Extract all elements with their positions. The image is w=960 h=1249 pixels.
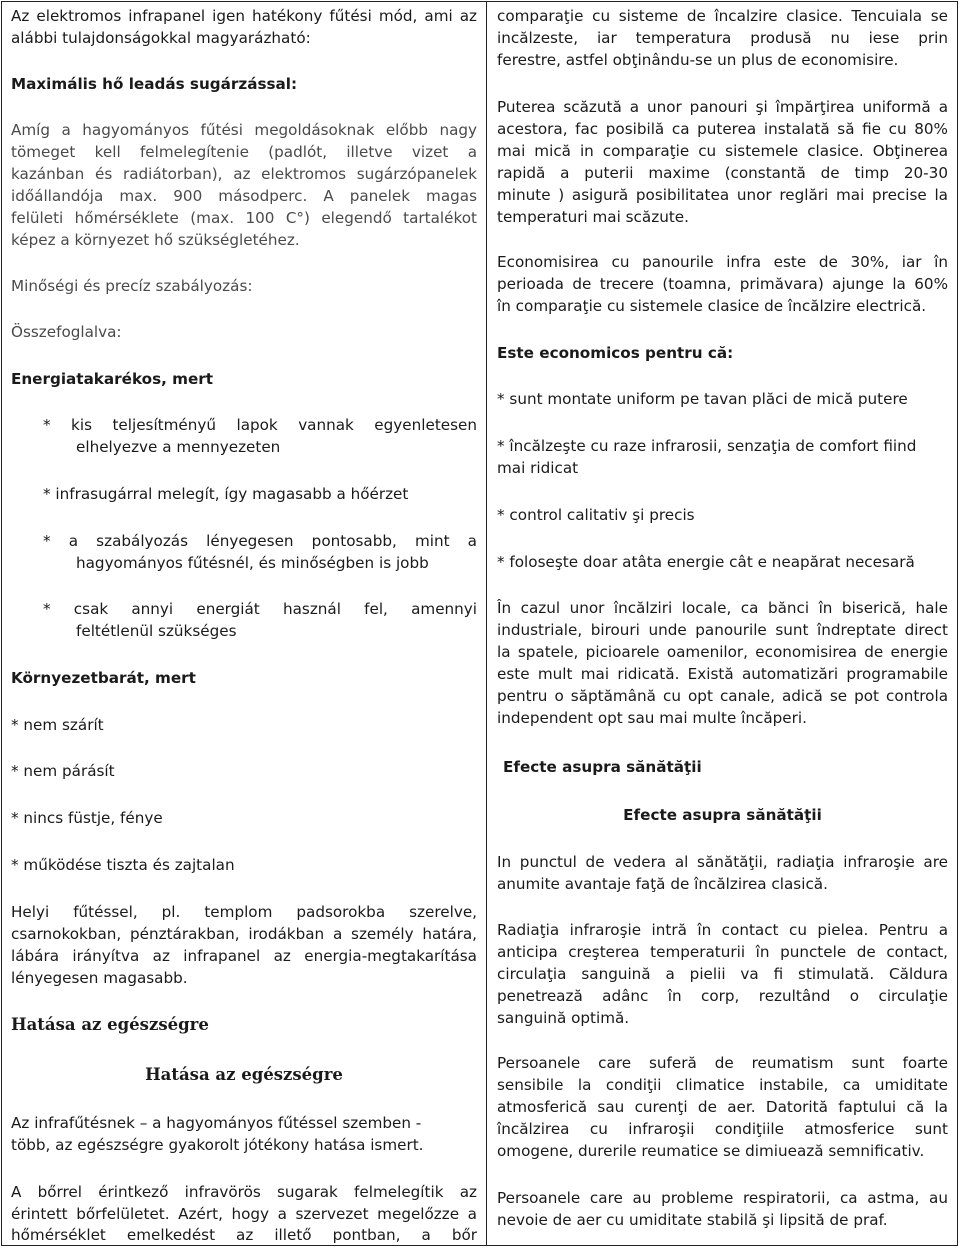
para-local-line: csarnokokban, pénztárakban, irodákban a személy határa, bbox=[11, 925, 477, 943]
para-rheum-line: omogene, durerile reumatice se dimiuează semnificativ. bbox=[497, 1142, 925, 1160]
para-power-line: acestora, fac posibilă ca puterea instalată să fie cu 80% bbox=[497, 120, 948, 138]
column-divider bbox=[486, 1, 487, 1246]
para-resp-line: Persoanele care au probleme respiratorii, ca astma, au bbox=[497, 1189, 948, 1207]
heading-energy: Energiatakarékos, mert bbox=[11, 370, 214, 388]
energy-item-cont: hagyományos fűtésnél, és minőségben is jobb bbox=[76, 554, 429, 572]
para-power-line: minute ) asigură posibilitatea unor reglări mai precise la bbox=[497, 186, 948, 204]
eco-item: * nincs füstje, fénye bbox=[11, 809, 163, 827]
heading-quality: Minőségi és precíz szabályozás: bbox=[11, 277, 253, 295]
para-rheum-line: sensibile la condiţii climatice instabile, ca umiditate bbox=[497, 1076, 948, 1094]
para-top-line: incălzeste, iar temperatura produsă nu iese prin bbox=[497, 29, 948, 47]
para-health-line: Az infrafűtésnek – a hagyományos fűtéssel szemben - bbox=[11, 1114, 422, 1132]
para-skin-line: penetrează adânc în corp, rezultând o circulaţie bbox=[497, 987, 948, 1005]
para-local-line: lábára irányítva az infrapanel az energia-megtakarítása bbox=[11, 947, 477, 965]
para-skin-line: hőmérséklet emelkedést az illető pontban, a bőr bbox=[11, 1226, 477, 1244]
intro-line: alábbi tulajdonságokkal magyarázható: bbox=[11, 29, 311, 47]
para-local-line: În cazul unor încălziri locale, ca bănci în biserică, hale bbox=[497, 599, 948, 617]
para-local-line: este mult mai ridicată. Există automatizări programabile bbox=[497, 665, 948, 683]
para-power-line: temperaturi mai scăzute. bbox=[497, 208, 689, 226]
energy-item: * kis teljesítményű lapok vannak egyenletesen bbox=[43, 416, 477, 434]
para-skin-line: Radiaţia infraroşie intră în contact cu pielea. Pentru a bbox=[497, 921, 948, 939]
para-savings-line: perioada de trecere (toamna, primăvara) ajunge la 60% bbox=[497, 275, 948, 293]
heading-health-2: Efecte asupra sănătăţii bbox=[623, 806, 822, 824]
econ-item: * sunt montate uniform pe tavan plăci de mică putere bbox=[497, 390, 908, 408]
heading-eco: Környezetbarát, mert bbox=[11, 669, 196, 687]
para-skin-line: érintett bőrfelületet. Azért, hogy a szervezet megelőzze a bbox=[11, 1205, 477, 1223]
para-savings-line: Economisirea cu panourile infra este de 30%, iar în bbox=[497, 253, 948, 271]
heading-health-2: Hatása az egészségre bbox=[145, 1065, 343, 1084]
para-top-line: comparaţie cu sisteme de încalzire clasice. Tencuiala se bbox=[497, 7, 948, 25]
econ-item: * foloseşte doar atâta energie cât e neapărat necesară bbox=[497, 553, 915, 571]
para-skin-line: sanguină optimă. bbox=[497, 1009, 630, 1027]
heading-max-heat: Maximális hő leadás sugárzással: bbox=[11, 75, 298, 93]
para-power-line: rapidă a puterii maxime (constantă de timp 20-30 bbox=[497, 164, 948, 182]
para-health-line: anumite avantaje faţă de încălzirea clasică. bbox=[497, 875, 828, 893]
econ-item-cont: mai ridicat bbox=[497, 459, 579, 477]
energy-item: * csak annyi energiát használ fel, amennyi bbox=[43, 600, 477, 618]
para-rheum-line: atmosferică sau curenţi de aer. Datorită faptului că la bbox=[497, 1098, 948, 1116]
para-max-line: időállandója max. 900 másodperc. A panelek magas bbox=[11, 187, 477, 205]
energy-item-cont: elhelyezve a mennyezeten bbox=[76, 438, 281, 456]
para-rheum-line: încălzirea cu infraroşii condiţiile atmosferice sunt bbox=[497, 1120, 948, 1138]
para-local-line: pentru o săptămână cu opt canale, adică se pot controla bbox=[497, 687, 948, 705]
heading-economic: Este economicos pentru că: bbox=[497, 344, 734, 362]
energy-item: * infrasugárral melegít, így magasabb a hőérzet bbox=[43, 485, 409, 503]
para-max-line: kazánban és radiátorban), az elektromos sugárzópanelek bbox=[11, 165, 477, 183]
para-skin-line: circulaţia sanguină a pielii va fi stimulată. Căldura bbox=[497, 965, 948, 983]
para-resp-line: nevoie de aer cu umiditate stabilă şi lipsită de praf. bbox=[497, 1211, 888, 1229]
para-local-line: la spatele, picioarele oamenilor, economisirea de energie bbox=[497, 643, 948, 661]
eco-item: * működése tiszta és zajtalan bbox=[11, 856, 235, 874]
econ-item: * încălzeşte cu raze infrarosii, senzaţia de comfort fiind bbox=[497, 437, 917, 455]
para-health-line: In punctul de vedera al sănătăţii, radiaţia infraroşie are bbox=[497, 853, 948, 871]
para-local-line: independent opt sau mai multe încăperi. bbox=[497, 709, 807, 727]
para-power-line: Puterea scăzută a unor panouri şi împărţirea uniformă a bbox=[497, 98, 948, 116]
eco-item: * nem szárít bbox=[11, 716, 104, 734]
para-max-line: Amíg a hagyományos fűtési megoldásoknak előbb nagy bbox=[11, 121, 477, 139]
para-max-line: felületi hőmérséklete (max. 100 C°) elegendő tartalékot bbox=[11, 209, 477, 227]
para-max-line: képez a környezet hő szükségletéhez. bbox=[11, 231, 300, 249]
para-savings-line: în comparaţie cu sistemele clasice de încălzire electrică. bbox=[497, 297, 927, 315]
para-local-line: lényegesen magasabb. bbox=[11, 969, 188, 987]
intro-line: Az elektromos infrapanel igen hatékony fűtési mód, ami az bbox=[11, 7, 477, 25]
econ-item: * control calitativ şi precis bbox=[497, 506, 695, 524]
energy-item: * a szabályozás lényegesen pontosabb, mint a bbox=[43, 532, 477, 550]
para-health-line: több, az egészségre gyakorolt jótékony hatása ismert. bbox=[11, 1136, 424, 1154]
para-top-line: ferestre, astfel obţinându-se un plus de economisire. bbox=[497, 51, 899, 69]
para-skin-line: A bőrrel érintkező infravörös sugarak felmelegítik az bbox=[11, 1183, 477, 1201]
para-local-line: industriale, birouri unde panourile sunt îndreptate direct bbox=[497, 621, 948, 639]
heading-health-1: Efecte asupra sănătăţii bbox=[503, 758, 702, 776]
para-power-line: mai mică in comparaţie cu sistemele clasice. Obţinerea bbox=[497, 142, 948, 160]
heading-health-1: Hatása az egészségre bbox=[11, 1015, 209, 1034]
para-local-line: Helyi fűtéssel, pl. templom padsorokba szerelve, bbox=[11, 903, 477, 921]
para-max-line: tömeget kell felmelegítenie (padlót, illetve vizet a bbox=[11, 143, 477, 161]
eco-item: * nem párásít bbox=[11, 762, 115, 780]
energy-item-cont: feltétlenül szükséges bbox=[76, 622, 237, 640]
para-skin-line: anticipa creşterea temperaturii în punctele de contact, bbox=[497, 943, 948, 961]
para-rheum-line: Persoanele care suferă de reumatism sunt foarte bbox=[497, 1054, 948, 1072]
heading-summary: Összefoglalva: bbox=[11, 323, 122, 341]
